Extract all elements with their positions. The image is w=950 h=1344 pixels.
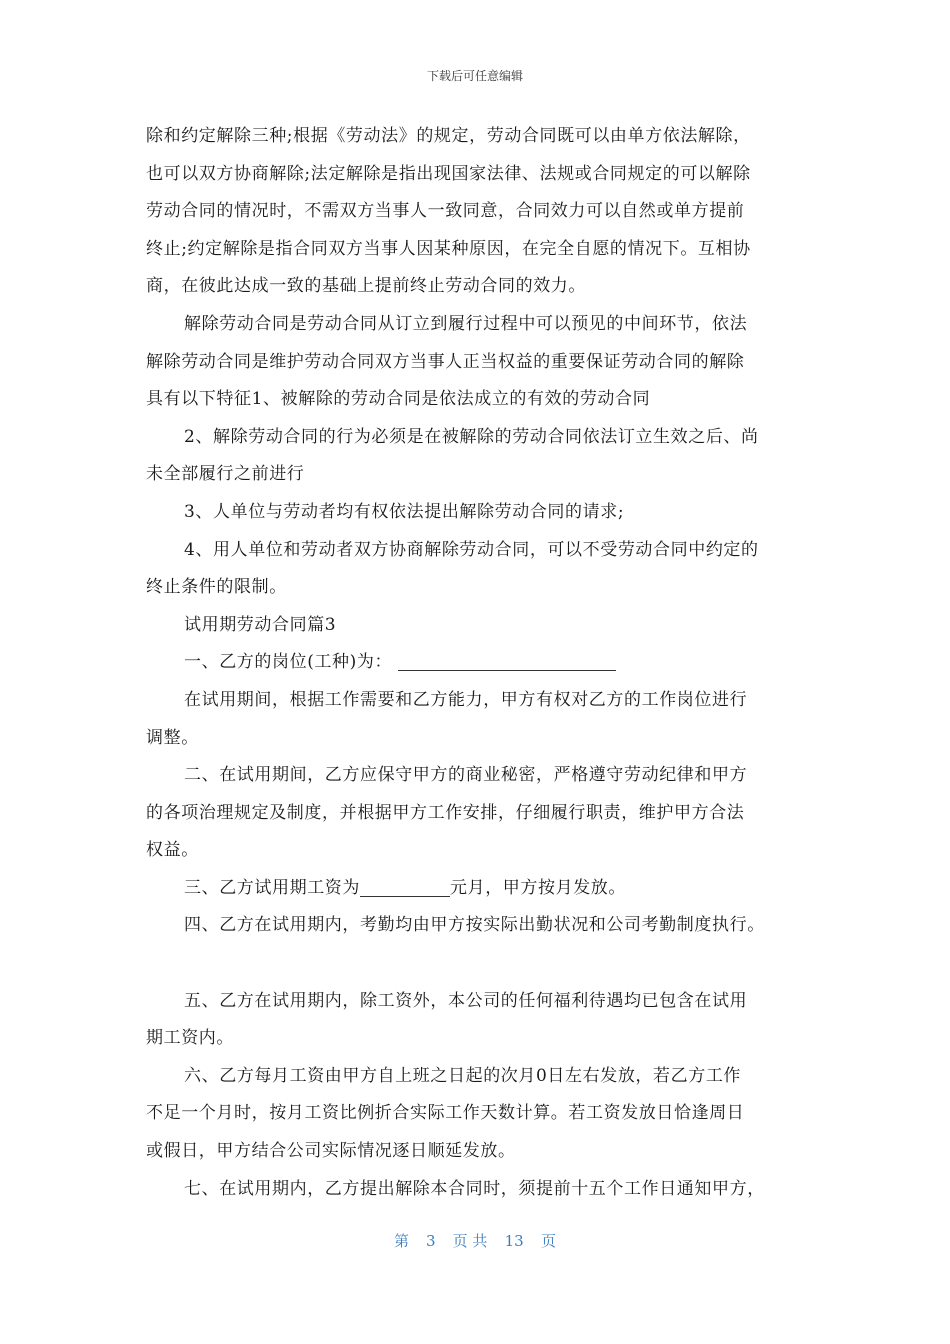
section-heading: 试用期劳动合同篇3 bbox=[184, 614, 337, 635]
paragraph-line: 终止;约定解除是指合同双方当事人因某种原因，在完全自愿的情况下。互相协 bbox=[146, 238, 751, 259]
paragraph-line: 的各项治理规定及制度，并根据甲方工作安排，仔细履行职责，维护甲方合法 bbox=[146, 802, 745, 823]
position-blank bbox=[398, 650, 616, 671]
page-footer bbox=[0, 1230, 950, 1251]
paragraph-line: 2、解除劳动合同的行为必须是在被解除的劳动合同依法订立生效之后、尚 bbox=[184, 426, 759, 447]
footer-page-word: 页 bbox=[452, 1232, 468, 1250]
total-page-number: 13 bbox=[504, 1232, 524, 1250]
paragraph-line: 在试用期间，根据工作需要和乙方能力，甲方有权对乙方的工作岗位进行 bbox=[184, 689, 748, 710]
paragraph-line: 不足一个月时，按月工资比例折合实际工作天数计算。若工资发放日恰逢周日 bbox=[146, 1103, 745, 1124]
salary-unit: 元月，甲方按月发放。 bbox=[450, 877, 626, 898]
page-header: 下载后可任意编辑 bbox=[426, 69, 523, 83]
paragraph-line: 二、在试用期间，乙方应保守甲方的商业秘密，严格遵守劳动纪律和甲方 bbox=[184, 765, 748, 786]
footer-suffix: 页 bbox=[540, 1232, 556, 1250]
position-line bbox=[146, 644, 808, 682]
paragraph-line: 也可以双方协商解除;法定解除是指出现国家法律、法规或合同规定的可以解除 bbox=[146, 163, 751, 184]
paragraph-line: 五、乙方在试用期内，除工资外，本公司的任何福利待遇均已包含在试用 bbox=[184, 990, 748, 1011]
paragraph-line: 解除劳动合同是维护劳动合同双方当事人正当权益的重要保证劳动合同的解除 bbox=[146, 351, 745, 372]
salary-label: 三、乙方试用期工资为 bbox=[184, 877, 360, 898]
salary-blank bbox=[360, 876, 450, 897]
paragraph-line: 除和约定解除三种;根据《劳动法》的规定，劳动合同既可以由单方依法解除， bbox=[146, 126, 751, 146]
paragraph-line: 劳动合同的情况时，不需双方当事人一致同意，合同效力可以自然或单方提前 bbox=[146, 201, 745, 222]
paragraph-line: 终止条件的限制。 bbox=[146, 577, 287, 598]
blank-spacer bbox=[146, 945, 808, 983]
paragraph-line: 四、乙方在试用期内，考勤均由甲方按实际出勤状况和公司考勤制度执行。 bbox=[184, 915, 765, 936]
paragraph-line: 商，在彼此达成一致的基础上提前终止劳动合同的效力。 bbox=[146, 276, 586, 297]
paragraph-line: 或假日，甲方结合公司实际情况逐日顺延发放。 bbox=[146, 1141, 516, 1162]
paragraph-line: 权益。 bbox=[146, 840, 199, 861]
paragraph-line: 期工资内。 bbox=[146, 1028, 234, 1049]
paragraph-line: 六、乙方每月工资由甲方自上班之日起的次月0日左右发放，若乙方工作 bbox=[184, 1065, 742, 1086]
position-label: 一、乙方的岗位(工种)为： bbox=[184, 652, 393, 673]
paragraph-line: 具有以下特征1、被解除的劳动合同是依法成立的有效的劳动合同 bbox=[146, 389, 651, 410]
paragraph-line: 七、在试用期内，乙方提出解除本合同时，须提前十五个工作日通知甲方， bbox=[184, 1178, 765, 1199]
document-body bbox=[146, 118, 808, 1208]
paragraph-line: 3、人单位与劳动者均有权依法提出解除劳动合同的请求; bbox=[184, 501, 625, 522]
paragraph-line: 解除劳动合同是劳动合同从订立到履行过程中可以预见的中间环节，依法 bbox=[184, 313, 748, 334]
paragraph-line: 调整。 bbox=[146, 727, 199, 748]
salary-line bbox=[146, 870, 808, 908]
paragraph-line: 4、用人单位和劳动者双方协商解除劳动合同，可以不受劳动合同中约定的 bbox=[184, 539, 759, 560]
footer-prefix: 第 bbox=[394, 1232, 410, 1250]
paragraph-line: 未全部履行之前进行 bbox=[146, 464, 305, 485]
current-page-number: 3 bbox=[426, 1232, 436, 1250]
footer-total-word: 共 bbox=[472, 1232, 488, 1250]
